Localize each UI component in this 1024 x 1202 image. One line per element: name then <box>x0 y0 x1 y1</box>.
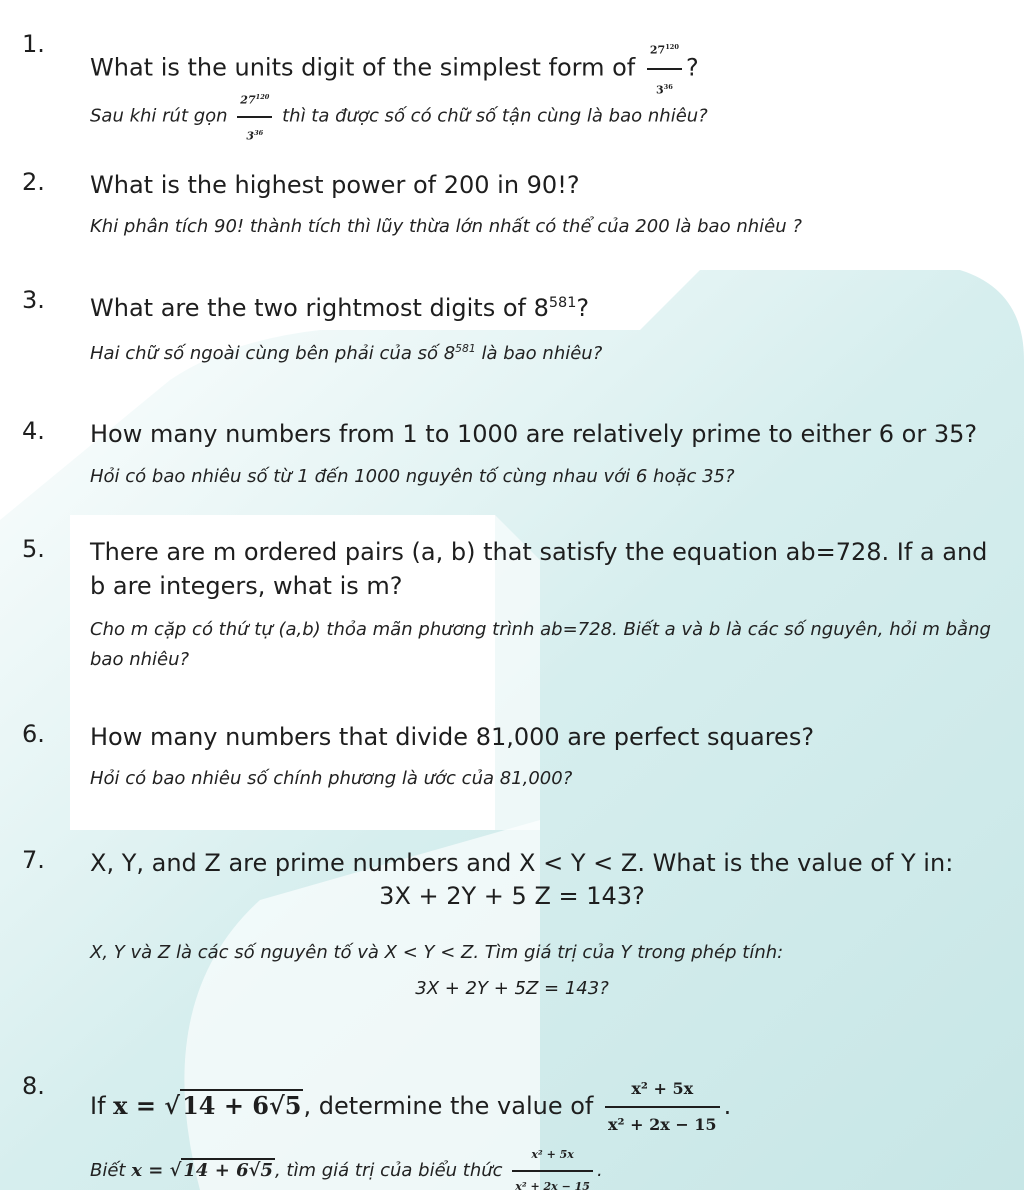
question-number: 5. <box>22 535 45 563</box>
question-number: 7. <box>22 846 45 874</box>
question-vi: Biết x = √ 14 + 6√5 , tìm giá trị của biểu thức $\frac{\text{x² + 5x}}{\text{x² + 2x − 15}}$ . <box>90 1140 603 1202</box>
question-en: What is the units digit of the simplest form of $\frac{27^{120}}{3^{36}}$ ? <box>90 30 699 107</box>
fraction: $\frac{\text{x² + 5x}}{\text{x² + 2x − 15}}$ <box>605 1072 720 1142</box>
square-root: √ 14 + 6√5 <box>169 1160 273 1181</box>
fraction: $\frac{27^{120}}{3^{36}}$ <box>647 30 682 107</box>
question-number: 6. <box>22 720 45 748</box>
square-root: √14 + 6√5 <box>164 1091 302 1120</box>
question-vi: Cho m cặp có thứ tự (a,b) thỏa mãn phương trình ab=728. Biết a và b là các số nguyên, hỏi m bằng bao nhiêu? <box>90 619 991 670</box>
question-number: 4. <box>22 417 45 445</box>
fraction: $\frac{27^{120}}{3^{36}}$ <box>237 82 272 151</box>
question-en: What is the highest power of 200 in 90!? <box>90 171 580 199</box>
question-number: 2. <box>22 168 45 196</box>
question-number: 1. <box>22 30 45 58</box>
fraction: $\frac{\text{x² + 5x}}{\text{x² + 2x − 15}}$ <box>512 1140 593 1202</box>
question-number: 3. <box>22 286 45 314</box>
question-number: 8. <box>22 1072 45 1100</box>
question-en: How many numbers that divide 81,000 are perfect squares? <box>90 723 815 751</box>
question-vi: Hỏi có bao nhiêu số chính phương là ước của 81,000? <box>90 768 573 789</box>
question-vi: Hai chữ số ngoài cùng bên phải của số $8^{581}$ là bao nhiêu? <box>90 342 603 364</box>
equation-vi: 3X + 2Y + 5Z = 143? <box>415 978 609 999</box>
question-en: If x = √14 + 6√5, determine the value of $\frac{\text{x² + 5x}}{\text{x² + 2x − 15}}$ . <box>90 1072 731 1142</box>
question-vi: Hỏi có bao nhiêu số từ 1 đến 1000 nguyên tố cùng nhau với 6 hoặc 35? <box>90 466 735 487</box>
question-en: How many numbers from 1 to 1000 are relatively prime to either 6 or 35? <box>90 420 978 448</box>
question-en: There are m ordered pairs (a, b) that satisfy the equation ab=728. If a and b are integers, what is m? <box>90 538 988 600</box>
equation-en: 3X + 2Y + 5 Z = 143? <box>379 882 645 910</box>
question-vi: Khi phân tích 90! thành tích thì lũy thừa lớn nhất có thể của 200 là bao nhiêu ? <box>90 216 802 237</box>
question-vi: Sau khi rút gọn $\frac{27^{120}}{3^{36}}$ thì ta được số có chữ số tận cùng là bao nhiêu? <box>90 82 708 151</box>
question-en: What are the two rightmost digits of $8^{581}$? <box>90 294 590 322</box>
question-vi: X, Y và Z là các số nguyên tố và X < Y < Z. Tìm giá trị của Y trong phép tính: <box>90 942 784 963</box>
question-en: X, Y, and Z are prime numbers and X < Y < Z. What is the value of Y in: <box>90 849 954 877</box>
